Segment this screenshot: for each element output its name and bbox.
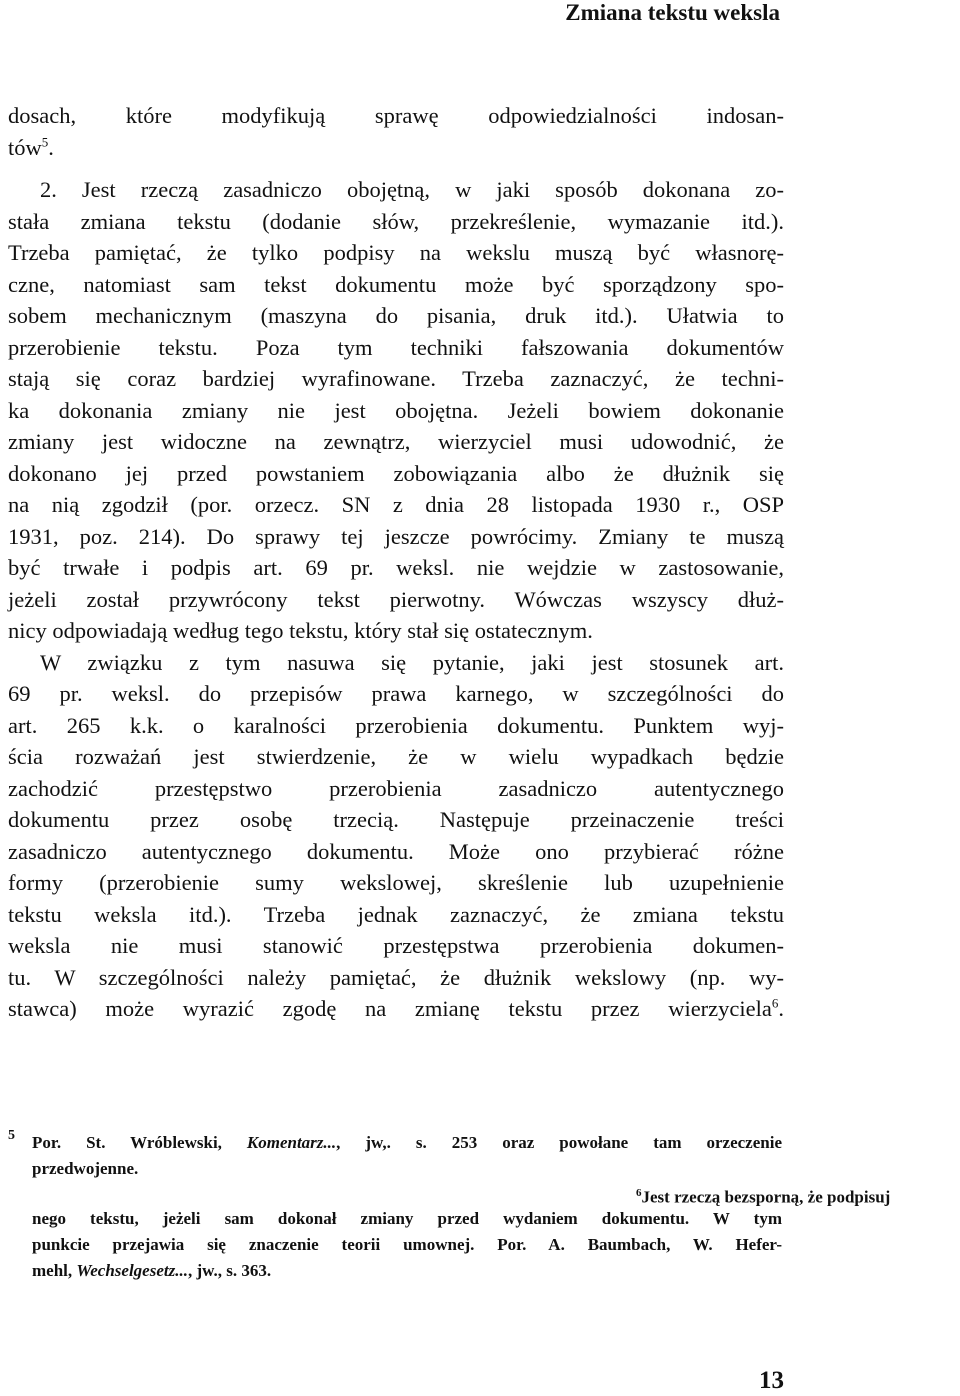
footnote-6-start: $^6$Jest rzeczą bezsporną, że podpisuj [636,1187,891,1207]
text-line: formy (przerobienie sumy wekslowej, skreślenie lub uzupełnienie [8,870,784,895]
footnote-line: punkcie przejawia się znaczenie teorii umownej. Por. A. Baumbach, W. Hefer- [32,1235,782,1254]
running-header: Zmiana tekstu weksla [565,0,780,25]
text-line: być trwałe i podpis art. 69 pr. weksl. nie wejdzie w zastosowanie, [8,555,784,580]
text-line: stają się coraz bardziej wyrafinowane. Trzeba zaznaczyć, że techni- [8,366,784,391]
text-line: nicy odpowiadają według tego tekstu, który stał się ostatecznym. [8,618,593,643]
text-line: ścia rozważań jest stwierdzenie, że w wielu wypadkach będzie [8,744,784,769]
footnote-5 [32,1130,782,1182]
footnote-ref-6[interactable]: 6 [771,995,779,1011]
footnote-line: nego tekstu, jeżeli sam dokonał zmiany przed wydaniem dokumentu. W tym [32,1209,782,1228]
text-line: zachodzić przestępstwo przerobienia zasadniczo autentycznego [8,775,784,801]
text-line: tekstu weksla itd.). Trzeba jednak zaznaczyć, że zmiana tekstu [8,901,784,927]
text-line: 1931, poz. 214). Do sprawy tej jeszcze powrócimy. Zmiany te muszą [8,523,784,549]
page-number: 13 [759,1367,784,1394]
text-line: art. 265 k.k. o karalności przerobienia dokumentu. Punktem wyj- [8,712,784,738]
text-line: tu. W szczególności należy pamiętać, że dłużnik wekslowy (np. wy- [8,964,784,990]
text-line: zasadniczo autentycznego dokumentu. Może ono przybierać różne [8,838,784,864]
text-line: przerobienie tekstu. Poza tym techniki fałszowania dokumentów [8,334,784,360]
text-line: dokumentu przez osobę trzecią. Następuje przeinaczenie treści [8,807,784,832]
text-line: stała zmiana tekstu (dodanie słów, przekreślenie, wymazanie itd.). [8,208,784,234]
footnote-line: mehl, Wechselgesetz..., jw., s. 363. [32,1261,272,1280]
text-line: dokonano jej przed powstaniem zobowiązania albo że dłużnik się [8,460,784,486]
text-line: jeżeli został przywrócony tekst pierwotny. Wówczas wszyscy dłuż- [8,586,784,612]
footnote-ref-5[interactable]: 5 [41,134,49,149]
footnote-line: Por. St. Wróblewski, Komentarz..., jw,. s. 253 oraz powołane tam orzeczenie [32,1133,782,1152]
text-line: tów$^5$. [8,134,54,160]
text-line: sobem mechanicznym (maszyna do pisania, druk itd.). Ułatwia to [8,303,784,328]
footnote-6 [32,1206,782,1284]
text-line: 2. Jest rzeczą zasadniczo obojętną, w jaki sposób dokonana zo- [40,177,784,202]
text-line: W związku z tym nasuwa się pytanie, jaki jest stosunek art. [40,649,784,675]
main-text [8,100,784,1025]
text-line: zmiany jest widoczne na zewnątrz, wierzyciel musi udowodnić, że [8,429,784,454]
footnote-5-number: 5 [8,1128,15,1143]
text-line: czne, natomiast sam tekst dokumentu może być sporządzony spo- [8,271,784,297]
text-line: weksla nie musi stanowić przestępstwa przerobienia dokumen- [8,933,784,958]
text-line: dosach, które modyfikują sprawę odpowiedzialności indosan- [8,103,784,128]
text-line: 69 pr. weksl. do przepisów prawa karnego, w szczególności do [8,681,784,706]
footnote-line: przedwojenne. [32,1159,139,1178]
text-line: stawca) może wyrazić zgodę na zmianę tekstu przez wierzyciela$^6$. [8,995,784,1021]
text-line: ka dokonania zmiany nie jest obojętna. Jeżeli bowiem dokonanie [8,397,784,423]
text-line: na nią zgodził (por. orzecz. SN z dnia 28 listopada 1930 r., OSP [8,492,784,517]
text-line: Trzeba pamiętać, że tylko podpisy na wekslu muszą być własnorę- [8,240,784,265]
